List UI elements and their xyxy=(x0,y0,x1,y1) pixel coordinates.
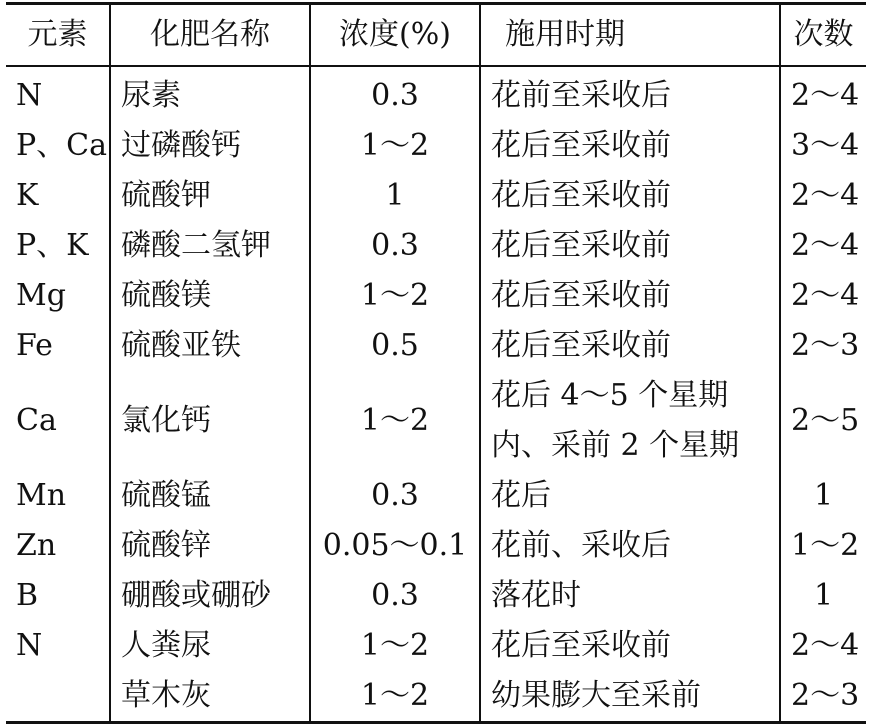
cell-fertilizer: 硼酸或硼砂 xyxy=(110,571,310,621)
cell-element: Zn xyxy=(16,528,57,563)
cell-fertilizer: 过磷酸钙 xyxy=(110,121,310,171)
table-row xyxy=(6,271,866,321)
cell-element: Ca xyxy=(16,403,57,438)
cell-fertilizer: 草木灰 xyxy=(110,671,310,723)
cell-period: 落花时 xyxy=(480,571,780,621)
cell-period: 花后至采收前 xyxy=(480,221,780,271)
cell-fertilizer: 尿素 xyxy=(110,66,310,121)
header-fertilizer: 化肥名称 xyxy=(110,4,310,67)
header-period: 施用时期 xyxy=(480,4,780,67)
header-times: 次数 xyxy=(780,4,866,67)
cell-element: Mg xyxy=(16,278,66,313)
table-row xyxy=(6,571,866,621)
table-body xyxy=(6,66,866,723)
cell-period: 花后至采收前 xyxy=(480,271,780,321)
cell-times: 1 xyxy=(780,471,866,521)
cell-period: 花前、采收后 xyxy=(480,521,780,571)
cell-fertilizer: 氯化钙 xyxy=(110,371,310,471)
table-row xyxy=(6,621,866,671)
cell-period: 花前至采收后 xyxy=(480,66,780,121)
cell-concentration: 0.5 xyxy=(310,321,480,371)
table-row xyxy=(6,471,866,521)
cell-concentration: 1～2 xyxy=(310,271,480,321)
cell-times: 2～4 xyxy=(780,171,866,221)
cell-times: 2～4 xyxy=(780,221,866,271)
cell-concentration: 1～2 xyxy=(310,371,480,471)
cell-period: 花后至采收前 xyxy=(480,621,780,671)
table-row xyxy=(6,321,866,371)
cell-fertilizer: 硫酸钾 xyxy=(110,171,310,221)
table-row xyxy=(6,171,866,221)
cell-times: 2～3 xyxy=(780,321,866,371)
cell-element: P、K xyxy=(16,228,89,263)
cell-concentration: 1～2 xyxy=(310,621,480,671)
header-element: 元素 xyxy=(6,4,110,67)
cell-element: P、Ca xyxy=(16,128,108,163)
table-row xyxy=(6,221,866,271)
cell-times: 2～4 xyxy=(780,66,866,121)
cell-element: B xyxy=(16,578,39,613)
cell-fertilizer: 硫酸亚铁 xyxy=(110,321,310,371)
header-row xyxy=(6,4,866,67)
cell-fertilizer: 硫酸锌 xyxy=(110,521,310,571)
cell-fertilizer: 人粪尿 xyxy=(110,621,310,671)
cell-fertilizer: 磷酸二氢钾 xyxy=(110,221,310,271)
header-concentration: 浓度(%) xyxy=(310,4,480,67)
table-row xyxy=(6,521,866,571)
table-row xyxy=(6,121,866,171)
cell-times: 1 xyxy=(780,571,866,621)
cell-times: 1～2 xyxy=(780,521,866,571)
cell-period: 幼果膨大至采前 xyxy=(480,671,780,723)
cell-period: 花后至采收前 xyxy=(480,171,780,221)
cell-times: 2～4 xyxy=(780,271,866,321)
cell-period: 花后 4～5 个星期内、采前 2 个星期 xyxy=(480,371,780,471)
cell-period: 花后至采收前 xyxy=(480,321,780,371)
cell-times: 3～4 xyxy=(780,121,866,171)
cell-concentration: 0.3 xyxy=(310,571,480,621)
cell-times: 2～3 xyxy=(780,671,866,723)
cell-concentration: 0.05～0.1 xyxy=(310,521,480,571)
cell-concentration: 1 xyxy=(310,171,480,221)
cell-fertilizer: 硫酸镁 xyxy=(110,271,310,321)
cell-element: N xyxy=(16,78,43,113)
cell-element: Fe xyxy=(16,328,53,363)
table-header xyxy=(6,4,866,67)
table-row xyxy=(6,66,866,121)
cell-concentration: 1～2 xyxy=(310,671,480,723)
table-row xyxy=(6,371,866,471)
cell-element: Mn xyxy=(16,478,67,513)
cell-times: 2～4 xyxy=(780,621,866,671)
cell-times: 2～5 xyxy=(780,371,866,471)
cell-concentration: 0.3 xyxy=(310,221,480,271)
cell-fertilizer: 硫酸锰 xyxy=(110,471,310,521)
cell-concentration: 0.3 xyxy=(310,471,480,521)
cell-element: N xyxy=(16,628,43,663)
cell-element: K xyxy=(16,178,39,213)
fertilizer-table xyxy=(6,2,866,724)
cell-period: 花后 xyxy=(480,471,780,521)
cell-concentration: 1～2 xyxy=(310,121,480,171)
cell-concentration: 0.3 xyxy=(310,66,480,121)
cell-period: 花后至采收前 xyxy=(480,121,780,171)
